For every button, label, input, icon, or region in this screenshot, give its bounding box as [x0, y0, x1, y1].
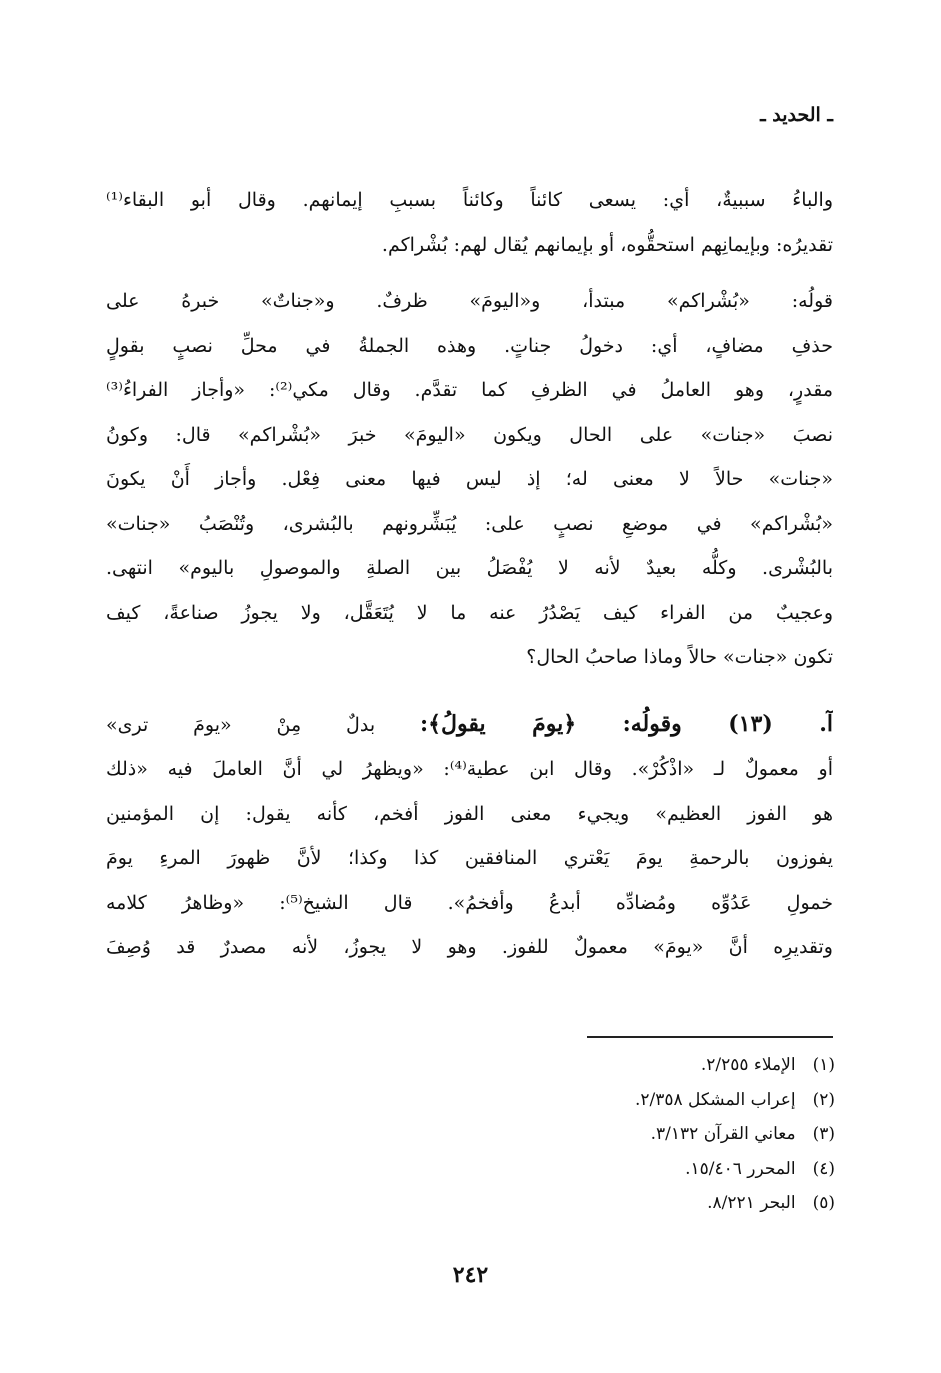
footnote-text: البحر ٨/٢٢١.	[707, 1193, 796, 1213]
paragraph-2	[106, 279, 833, 680]
footnote-number: (١)	[812, 1055, 835, 1075]
text-line: يفوزون بالرحمةِ يومَ يَعْتري المنافقين كذا وكذا؛ لأنَّ ظهورَ المرءِ يومَ	[106, 847, 833, 869]
footnote-number: (٤)	[812, 1158, 835, 1179]
footnote-text: إعراب المشكل ٢/٣٥٨.	[634, 1089, 796, 1110]
footnote-number: (٢)	[812, 1089, 835, 1110]
verse-heading-line	[106, 702, 833, 748]
text-fragment: بدلٌ مِنْ «يومَ ترى»	[106, 713, 376, 736]
text-line: تقديرُه: وبإيمانِهم استحقُّوه، أو بإيمانهم يُقال لهم: بُشْراكم.	[381, 233, 833, 256]
text-line: بالبُشْرى. وكلُّه بعيدٌ لأنه لا يُفْصَلُ بين الصلةِ والموصولِ باليوم» انتهى.	[106, 557, 833, 579]
footnote-item	[635, 1186, 835, 1221]
text-line: والباءُ سببيةٌ، أي: يسعى كائناً وكائناً بسببِ إيمانهم. وقال أبو البقاء⁽¹⁾	[106, 189, 833, 211]
footnote-text: الإملاء ٢/٢٥٥.	[700, 1055, 796, 1075]
text-line: نصبَ «جنات» على الحال ويكون «اليومَ» خبرَ «بُشْراكم» قال: وكونُ	[106, 423, 833, 446]
text-line: هو الفوز العظيم» ويجيء معنى الفوز أفخم، كأنه يقول: إن المؤمنين	[106, 802, 833, 825]
footnote-number: (٣)	[812, 1124, 835, 1144]
footnote-divider	[587, 1036, 833, 1038]
footnote-item	[635, 1152, 835, 1187]
text-line: مقدرٍ، وهو العاملُ في الظرفِ كما تقدَّم. وقال مكي⁽²⁾: «وأجاز الفراءُ⁽³⁾	[106, 379, 833, 401]
footnotes-list	[635, 1048, 835, 1221]
footnote-text: معاني القرآن ٣/١٣٢.	[650, 1124, 796, 1144]
text-line: أو معمولٌ لـ «اذْكُرْ». وقال ابن عطية⁽⁴⁾: «ويظهرُ لي أنَّ العاملَ فيه «ذلك	[106, 758, 833, 780]
footnote-item	[635, 1117, 835, 1152]
text-line: حذفِ مضافٍ، أي: دخولُ جناتٍ. وهذه الجملةُ في محلِّ نصبٍ بقولٍ	[106, 334, 833, 357]
text-line: قولُه: «بُشْراكم» مبتدأ، و«اليومَ» ظرفٌ. و«جناتٌ» خبرهُ على	[106, 290, 833, 312]
text-line: وعجيبٌ من الفراء كيف يَصْدُرُ عنه ما لا يُتَعَقَّل، ولا يجوزُ صناعةً، كيف	[106, 601, 833, 624]
footnote-number: (٥)	[812, 1193, 835, 1213]
text-line: خمولِ عَدُوِّه ومُضادِّه أبدعُ وأفخمُ». قال الشيخ⁽⁵⁾: «وظاهرُ كلامه	[106, 891, 833, 914]
text-line: «جنات» حالاً لا معنى له؛ إذ ليس فيها معنى فِعْل. وأجاز أَنْ يكونَ	[106, 468, 833, 490]
footnote-item	[635, 1083, 835, 1118]
footnote-text: المحرر ١٥/٤٠٦.	[685, 1158, 796, 1179]
running-header: ـ الحديد ـ	[760, 104, 833, 126]
main-text	[106, 178, 833, 970]
page-number: ٢٤٢	[452, 1262, 489, 1288]
footnote-item	[635, 1048, 835, 1083]
paragraph-3	[106, 702, 833, 970]
verse-heading: آ. (١٣) وقولُه: ﴿يومَ يقولُ﴾:	[420, 710, 833, 737]
text-line: تكون «جنات» حالاً وماذا صاحبُ الحال؟	[526, 646, 833, 668]
text-line: وتقديرِه أنَّ «يومَ» معمولٌ للفوز. وهو لا يجوزُ، لأنه مصدرٌ قد وُصِفَ	[106, 936, 833, 958]
text-line: «بُشْراكم» في موضعِ نصبٍ على: يُبَشِّرونهم بالبُشرى، وتُنْصَبُ «جنات»	[106, 512, 833, 535]
paragraph-1	[106, 178, 833, 267]
